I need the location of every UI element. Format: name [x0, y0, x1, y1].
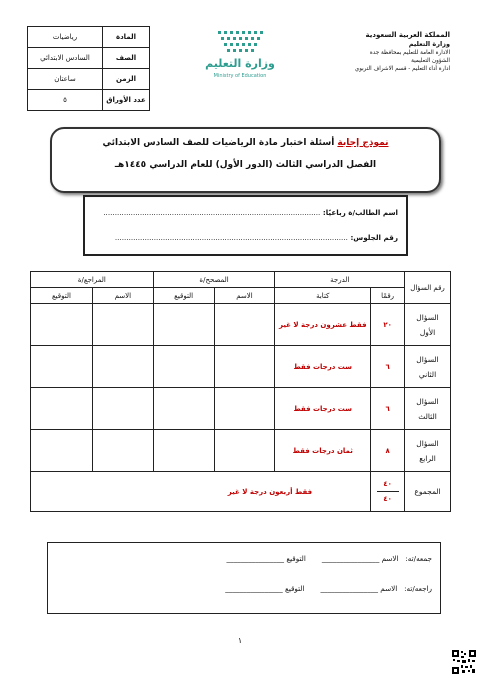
info-key: المادة [103, 27, 150, 48]
grader-name-subheader: الاسم [214, 288, 275, 304]
info-value: رياضيات [28, 27, 103, 48]
grader-sign-cell[interactable] [153, 388, 214, 430]
total-denominator: ٤٠ [383, 495, 392, 503]
reviewer-row [52, 584, 432, 593]
digits-subheader: رقمًا [371, 288, 405, 304]
qr-code-icon [452, 650, 476, 674]
grades-header-row [31, 272, 451, 288]
exam-subtitle: الفصل الدراسي الثالث (الدور الأول) للعام الدراسي ١٤٤٥هـ [114, 160, 377, 170]
reviewer-column-header: المراجع/ة [31, 272, 154, 288]
table-row [31, 346, 451, 388]
exam-title [52, 138, 439, 148]
total-digits [371, 472, 405, 512]
collector-name-field[interactable]: ________________ [321, 554, 380, 563]
info-row [28, 90, 150, 111]
grader-name-cell[interactable] [214, 346, 275, 388]
info-key: عدد الأوراق [103, 90, 150, 111]
question-label: السؤال الثالث [405, 388, 451, 430]
logo-arabic-text: وزارة التعليم [205, 57, 275, 70]
answer-key-label: نموذج إجابة [337, 138, 389, 148]
sign-label: التوقيع [285, 584, 305, 593]
reviewer-label: راجعه/ته: [404, 584, 432, 593]
grader-sign-subheader: التوقيع [153, 288, 214, 304]
grader-sign-cell[interactable] [153, 346, 214, 388]
reviewer-name-cell[interactable] [92, 430, 153, 472]
info-key: الزمن [103, 69, 150, 90]
reviewer-sign-field[interactable]: ________________ [225, 584, 283, 593]
grades-table [30, 271, 451, 512]
seat-number-row [93, 233, 398, 242]
grader-sign-cell[interactable] [153, 430, 214, 472]
reviewer-sign-subheader: التوقيع [31, 288, 93, 304]
seat-number-field[interactable]: ...................................................................................................... [114, 233, 348, 242]
table-row [31, 430, 451, 472]
info-row [28, 48, 150, 69]
reviewer-name-cell[interactable] [92, 304, 153, 346]
grader-name-cell[interactable] [214, 304, 275, 346]
page-number: ١ [237, 636, 243, 645]
exam-title-text: أسئلة اختبار مادة الرياضيات للصف السادس الابتدائي [102, 138, 338, 148]
ministry-line: المملكة العربية السعودية [365, 31, 450, 39]
exam-title-box [50, 127, 441, 193]
grader-name-cell[interactable] [214, 430, 275, 472]
reviewer-name-cell[interactable] [92, 388, 153, 430]
info-row [28, 69, 150, 90]
info-value: ساعتان [28, 69, 103, 90]
student-name-field[interactable]: ............................................................................................... [103, 208, 321, 217]
reviewer-sign-cell[interactable] [31, 430, 93, 472]
grader-column-header: المصحح/ة [153, 272, 275, 288]
sign-label: التوقيع [286, 554, 306, 563]
info-row [28, 27, 150, 48]
total-row [31, 472, 451, 512]
grader-sign-cell[interactable] [153, 304, 214, 346]
ministry-line: وزارة التعليم [408, 40, 450, 48]
words-subheader: كتابة [275, 288, 371, 304]
table-row [31, 304, 451, 346]
question-label: السؤال الرابع [405, 430, 451, 472]
reviewer-sign-cell[interactable] [31, 346, 93, 388]
info-key: الصف [103, 48, 150, 69]
collector-label: جمعه/ته: [405, 554, 432, 563]
table-row [31, 388, 451, 430]
total-label: المجموع [405, 472, 451, 512]
ministry-line: الادارة العامة للتعليم بمحافظة جدة [369, 50, 450, 56]
collector-reviewer-box [47, 542, 441, 614]
reviewer-sign-cell[interactable] [31, 304, 93, 346]
ministry-logo [180, 27, 300, 85]
info-value: السادس الابتدائي [28, 48, 103, 69]
grade-digits: ٨ [371, 430, 405, 472]
grade-words: ست درجات فقط [275, 346, 371, 388]
ministry-line: الشؤون التعليمية [411, 58, 450, 64]
info-table [27, 26, 150, 111]
student-name-row [93, 208, 398, 217]
reviewer-sign-cell[interactable] [31, 388, 93, 430]
name-label: الاسم [381, 554, 399, 563]
student-info-box [83, 195, 408, 256]
grade-words: فقط عشرون درجة لا غير [275, 304, 371, 346]
collector-row [52, 554, 432, 563]
logo-icon [180, 27, 300, 57]
collector-sign-field[interactable]: ________________ [226, 554, 285, 563]
student-name-label: اسم الطالب/ة رباعيًا: [322, 208, 398, 217]
grade-digits: ٦ [371, 346, 405, 388]
grade-digits: ٦ [371, 388, 405, 430]
grade-words: ثمان درجات فقط [275, 430, 371, 472]
question-label: السؤال الثاني [405, 346, 451, 388]
total-numerator: ٤٠ [377, 477, 399, 492]
question-label: السؤال الأول [405, 304, 451, 346]
grade-words: ست درجات فقط [275, 388, 371, 430]
grade-digits: ٢٠ [371, 304, 405, 346]
reviewer-name-cell[interactable] [92, 346, 153, 388]
total-words: فقط أربعون درجة لا غير [31, 472, 371, 512]
reviewer-name-field[interactable]: ________________ [320, 584, 378, 593]
grader-name-cell[interactable] [214, 388, 275, 430]
question-column-header: رقم السؤال [405, 272, 451, 304]
ministry-header [320, 30, 450, 73]
name-label: الاسم [380, 584, 398, 593]
grade-column-header: الدرجة [275, 272, 405, 288]
reviewer-name-subheader: الاسم [92, 288, 153, 304]
seat-number-label: رقم الجلوس: [350, 233, 398, 242]
grades-subheader-row [31, 288, 451, 304]
logo-english-text: Ministry of Education [213, 73, 267, 79]
ministry-line: ادارة أداء التعليم - قسم الاشراف التربوي [354, 66, 450, 72]
info-value: ٥ [28, 90, 103, 111]
